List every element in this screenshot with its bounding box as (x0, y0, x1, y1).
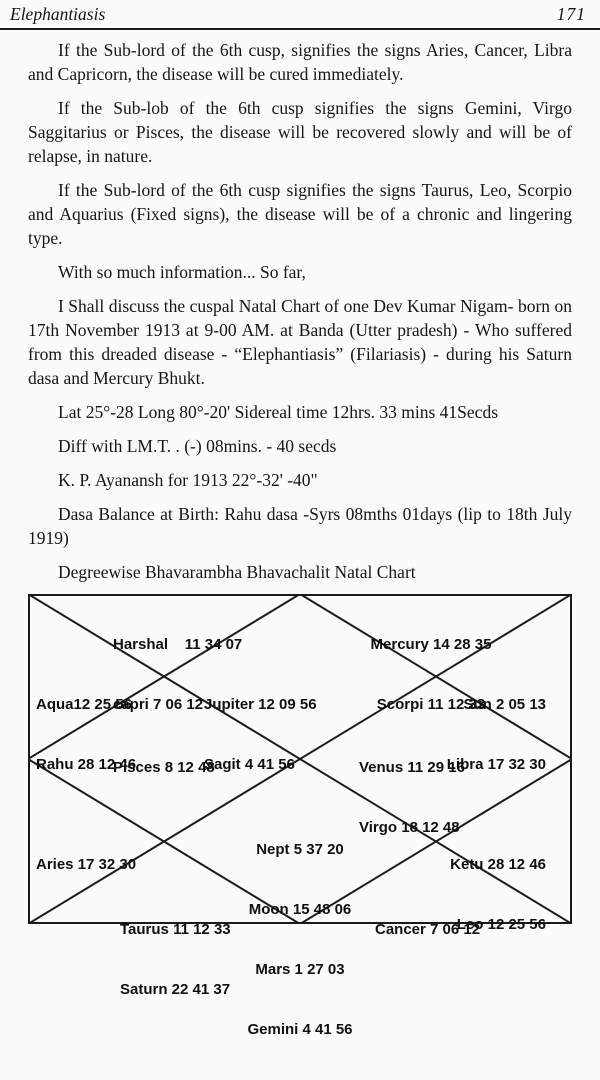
natal-chart (28, 594, 572, 1038)
chart-label-line: Venus 11 29 16 (359, 759, 465, 776)
house-virgo-label (359, 718, 465, 878)
chart-label-line: Jupiter 12 09 56 (204, 696, 317, 713)
paragraph: With so much information... So far, (58, 262, 306, 282)
chart-label-line: Aries 17 32 30 (36, 856, 137, 873)
page-header (0, 0, 600, 30)
house-taurus-label (120, 880, 231, 1040)
chart-label-line: Mars 1 27 03 (255, 961, 345, 978)
chart-label-line: Moon 15 48 06 (248, 901, 352, 918)
house-cancer-label (375, 880, 480, 980)
chart-label-line: Aqua12 25 56 (36, 696, 132, 713)
paragraph: K. P. Ayanansh for 1913 22°-32' -40" (58, 470, 318, 490)
paragraph: Diff with LM.T. . (-) 08mins. - 40 secds (58, 436, 337, 456)
paragraph: If the Sub-lord of the 6th cusp signifies the signs Taurus, Leo, Scorpio and Aquarius (Fixed signs), the disease will be of a chronic and lingering type. (28, 180, 572, 248)
paragraph: I Shall discuss the cuspal Natal Chart of one Dev Kumar Nigam- born on 17th November 1913 at 9-00 AM. at Banda (Utter pradesh) - Who suffered from this dreaded disease - “Elephantiasis” (Filariasis) - during his Saturn dasa and Mercury Bhukt. (28, 296, 572, 388)
chart-label-line: Saturn 22 41 37 (120, 981, 231, 998)
paragraph: Dasa Balance at Birth: Rahu dasa -Syrs 08mths 01days (lip to 18th July 1919) (28, 504, 572, 548)
chart-label-line: Scorpi 11 12 33 (376, 696, 486, 713)
chart-label-line: Cancer 7 06 12 (375, 921, 481, 938)
chart-label-line: Nept 5 37 20 (256, 841, 344, 858)
chart-label-line: Sun 2 05 13 (463, 696, 546, 713)
chart-label-line: capri 7 06 12 (113, 696, 204, 713)
chart-label-line: Pisces 8 12 48 (113, 759, 215, 776)
paragraph: Lat 25°-28 Long 80°-20' Sidereal time 12hrs. 33 mins 41Secds (58, 402, 499, 422)
chart-label-line: Taurus 11 12 33 (120, 921, 231, 938)
chart-label-line: Virgo 18 12 48 (359, 819, 460, 836)
house-gemini-label (247, 800, 352, 1080)
chart-label-line: Ketu 28 12 46 (450, 856, 546, 873)
chart-label-line: Harshal 11 34 07 (113, 636, 243, 653)
page-title: Elephantiasis (10, 4, 106, 24)
chart-label-line: Mercury 14 28 35 (370, 636, 492, 653)
page-number: 171 (556, 4, 586, 24)
paragraph: If the Sub-lob of the 6th cusp signifies the signs Gemini, Virgo Saggitarius or Pisces, the disease will be recovered slowly and will be of relapse, in nature. (28, 98, 572, 166)
house-pisces-label (113, 718, 215, 818)
chart-caption: Degreewise Bhavarambha Bhavachalit Natal Chart (58, 562, 416, 582)
chart-label-line: Libra 17 32 30 (446, 756, 546, 773)
paragraph: If the Sub-lord of the 6th cusp, signifies the signs Aries, Cancer, Libra and Capricorn, the disease will be cured immediately. (28, 40, 572, 84)
chart-label-line: Rahu 28 12 46 (36, 756, 137, 773)
chart-label-line: Gemini 4 41 56 (247, 1021, 353, 1038)
page-body (0, 30, 600, 1038)
chart-label-line: Leo 12 25 56 (456, 916, 546, 933)
house-sagittarius-label (204, 655, 317, 815)
chart-label-line: Sagit 4 41 56 (204, 756, 295, 773)
